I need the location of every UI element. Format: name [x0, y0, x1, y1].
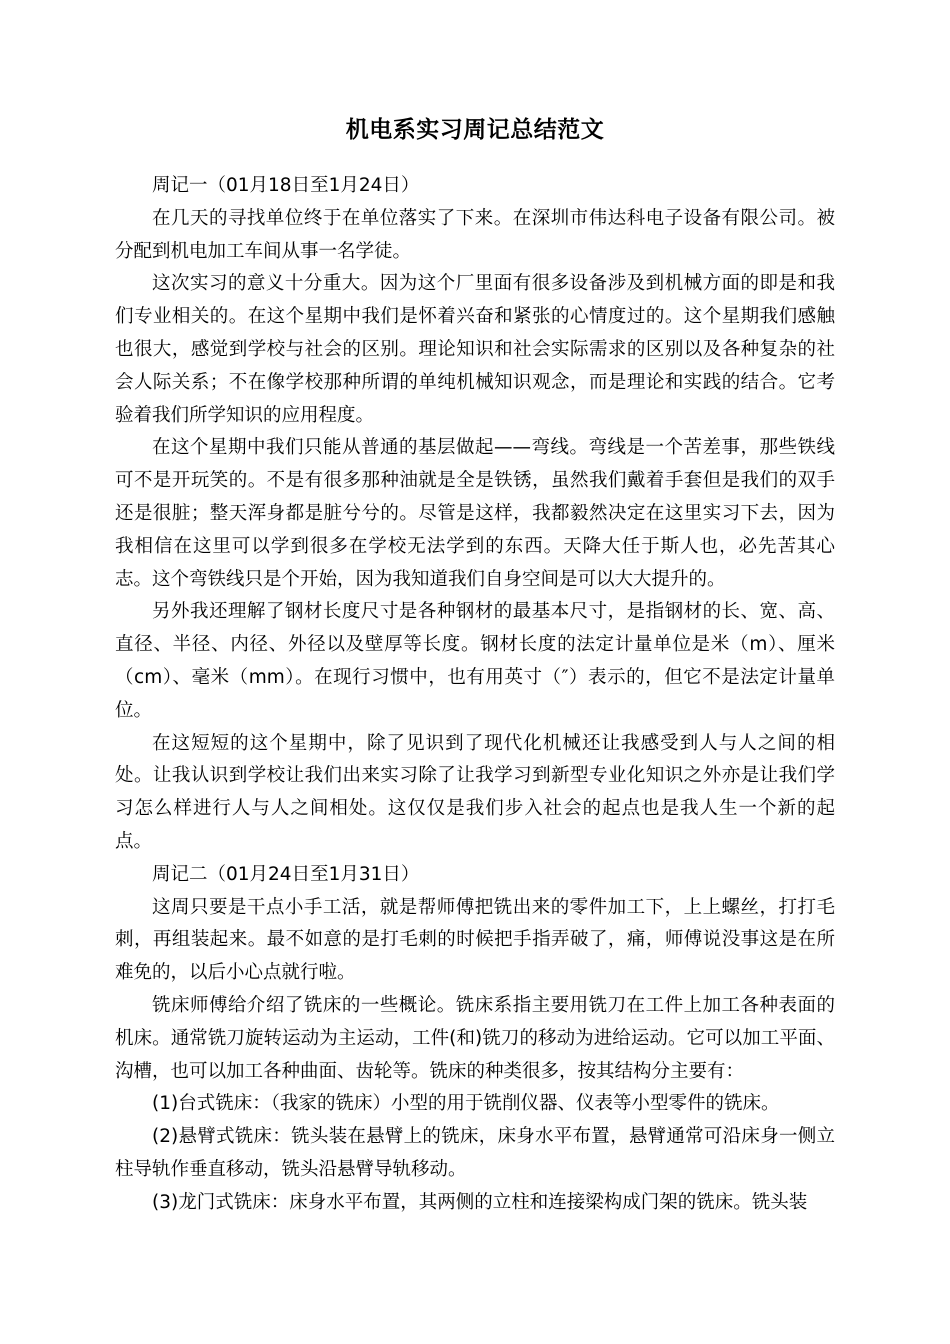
paragraph: 这次实习的意义十分重大。因为这个厂里面有很多设备涉及到机械方面的即是和我们专业相关的。在这个星期中我们是怀着兴奋和紧张的心情度过的。这个星期我们感触也很大，感觉到学校与社会的区别。理论知识和社会实际需求的区别以及各种复杂的社会人际关系；不在像学校那种所谓的单纯机械知识观念，而是理论和实践的结合。它考验着我们所学知识的应用程度。: [115, 273, 835, 426]
paragraph: 另外我还理解了钢材长度尺寸是各种钢材的最基本尺寸，是指钢材的长、宽、高、直径、半径、内径、外径以及壁厚等长度。钢材长度的法定计量单位是米（m）、厘米（cm）、毫米（mm）。在现行习惯中，也有用英寸（″）表示的，但它不是法定计量单位。: [115, 601, 835, 721]
paragraph: 在几天的寻找单位终于在单位落实了下来。在深圳市伟达科电子设备有限公司。被分配到机电加工车间从事一名学徒。: [115, 207, 835, 262]
document-body: [115, 170, 835, 1220]
paragraph: 在这个星期中我们只能从普通的基层做起——弯线。弯线是一个苦差事，那些铁线可不是开玩笑的。不是有很多那种油就是全是铁锈，虽然我们戴着手套但是我们的双手还是很脏；整天浑身都是脏兮兮的。尽管是这样，我都毅然决定在这里实习下去，因为我相信在这里可以学到很多在学校无法学到的东西。天降大任于斯人也，必先苦其心志。这个弯铁线只是个开始，因为我知道我们自身空间是可以大大提升的。: [115, 437, 835, 590]
list-item: (1)台式铣床：（我家的铣床）小型的用于铣削仪器、仪表等小型零件的铣床。: [152, 1093, 780, 1115]
paragraph-week2-heading: 周记二（01月24日至1月31日）: [152, 863, 420, 885]
paragraph-week1-heading: 周记一（01月18日至1月24日）: [152, 175, 420, 196]
list-item: (3)龙门式铣床：床身水平布置，其两侧的立柱和连接梁构成门架的铣床。铣头装: [152, 1191, 808, 1213]
paragraph: 在这短短的这个星期中，除了见识到了现代化机械还让我感受到人与人之间的相处。让我认识到学校让我们出来实习除了让我学习到新型专业化知识之外亦是让我们学习怎么样进行人与人之间相处。这仅仅是我们步入社会的起点也是我人生一个新的起点。: [115, 732, 835, 852]
document-title: 机电系实习周记总结范文: [345, 117, 605, 143]
paragraph: 这周只要是干点小手工活，就是帮师傅把铣出来的零件加工下，上上螺丝，打打毛刺，再组装起来。最不如意的是打毛刺的时候把手指弄破了，痛，师傅说没事这是在所难免的，以后小心点就行啦。: [115, 896, 835, 984]
paragraph: 铣床师傅给介绍了铣床的一些概论。铣床系指主要用铣刀在工件上加工各种表面的机床。通常铣刀旋转运动为主运动，工件(和)铣刀的移动为进给运动。它可以加工平面、沟槽，也可以加工各种曲面、齿轮等。铣床的种类很多，按其结构分主要有：: [115, 994, 835, 1082]
list-item: (2)悬臂式铣床：铣头装在悬臂上的铣床，床身水平布置，悬臂通常可沿床身一侧立柱导轨作垂直移动，铣头沿悬臂导轨移动。: [115, 1126, 835, 1180]
